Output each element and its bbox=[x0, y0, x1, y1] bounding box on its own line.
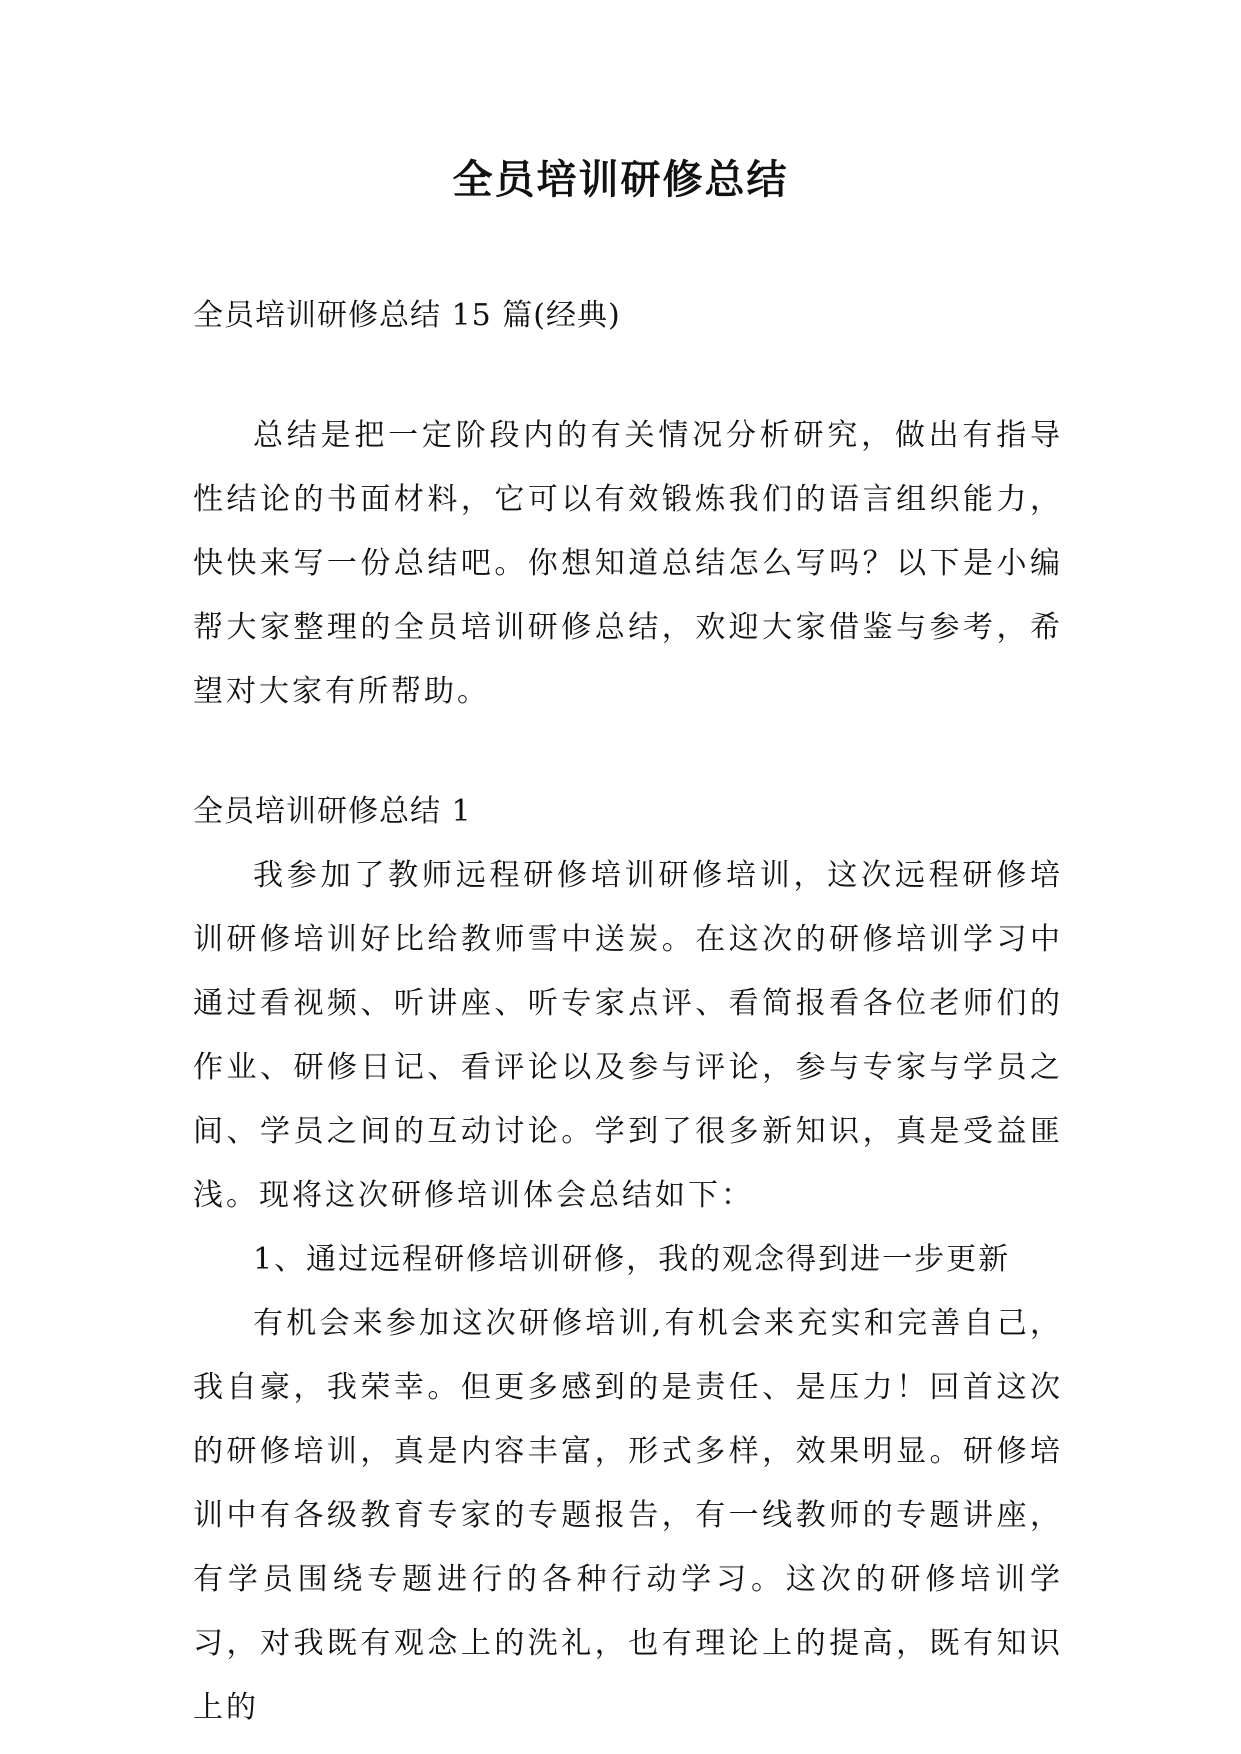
section-heading: 全员培训研修总结 1 bbox=[193, 794, 472, 829]
numbered-point-1: 1、通过远程研修培训研修，我的观念得到进一步更新 bbox=[253, 1242, 1011, 1277]
body-paragraph-2: 有机会来参加这次研修培训,有机会来充实和完善自己，我自豪，我荣幸。但更多感到的是责任、是压力！回首这次的研修培训，真是内容丰富，形式多样，效果明显。研修培训中有各级教育专家的专题报告，有一线教师的专题讲座，有学员围绕专题进行的各种行动学习。这次的研修培训学习，对我既有观念上的洗礼，也有理论上的提高，既有知识上的 bbox=[193, 1306, 1063, 1725]
intro-paragraph: 总结是把一定阶段内的有关情况分析研究，做出有指导性结论的书面材料，它可以有效锻炼我们的语言组织能力，快快来写一份总结吧。你想知道总结怎么写吗？以下是小编帮大家整理的全员培训研修总结，欢迎大家借鉴与参考，希望对大家有所帮助。 bbox=[193, 418, 1063, 709]
body-paragraph-1: 我参加了教师远程研修培训研修培训，这次远程研修培训研修培训好比给教师雪中送炭。在这次的研修培训学习中通过看视频、听讲座、听专家点评、看简报看各位老师们的作业、研修日记、看评论以及参与评论，参与专家与学员之间、学员之间的互动讨论。学到了很多新知识，真是受益匪浅。现将这次研修培训体会总结如下： bbox=[193, 858, 1063, 1213]
document-body bbox=[193, 284, 1063, 1740]
document-title: 全员培训研修总结 bbox=[452, 157, 789, 203]
document-subtitle: 全员培训研修总结 15 篇(经典) bbox=[193, 298, 621, 333]
